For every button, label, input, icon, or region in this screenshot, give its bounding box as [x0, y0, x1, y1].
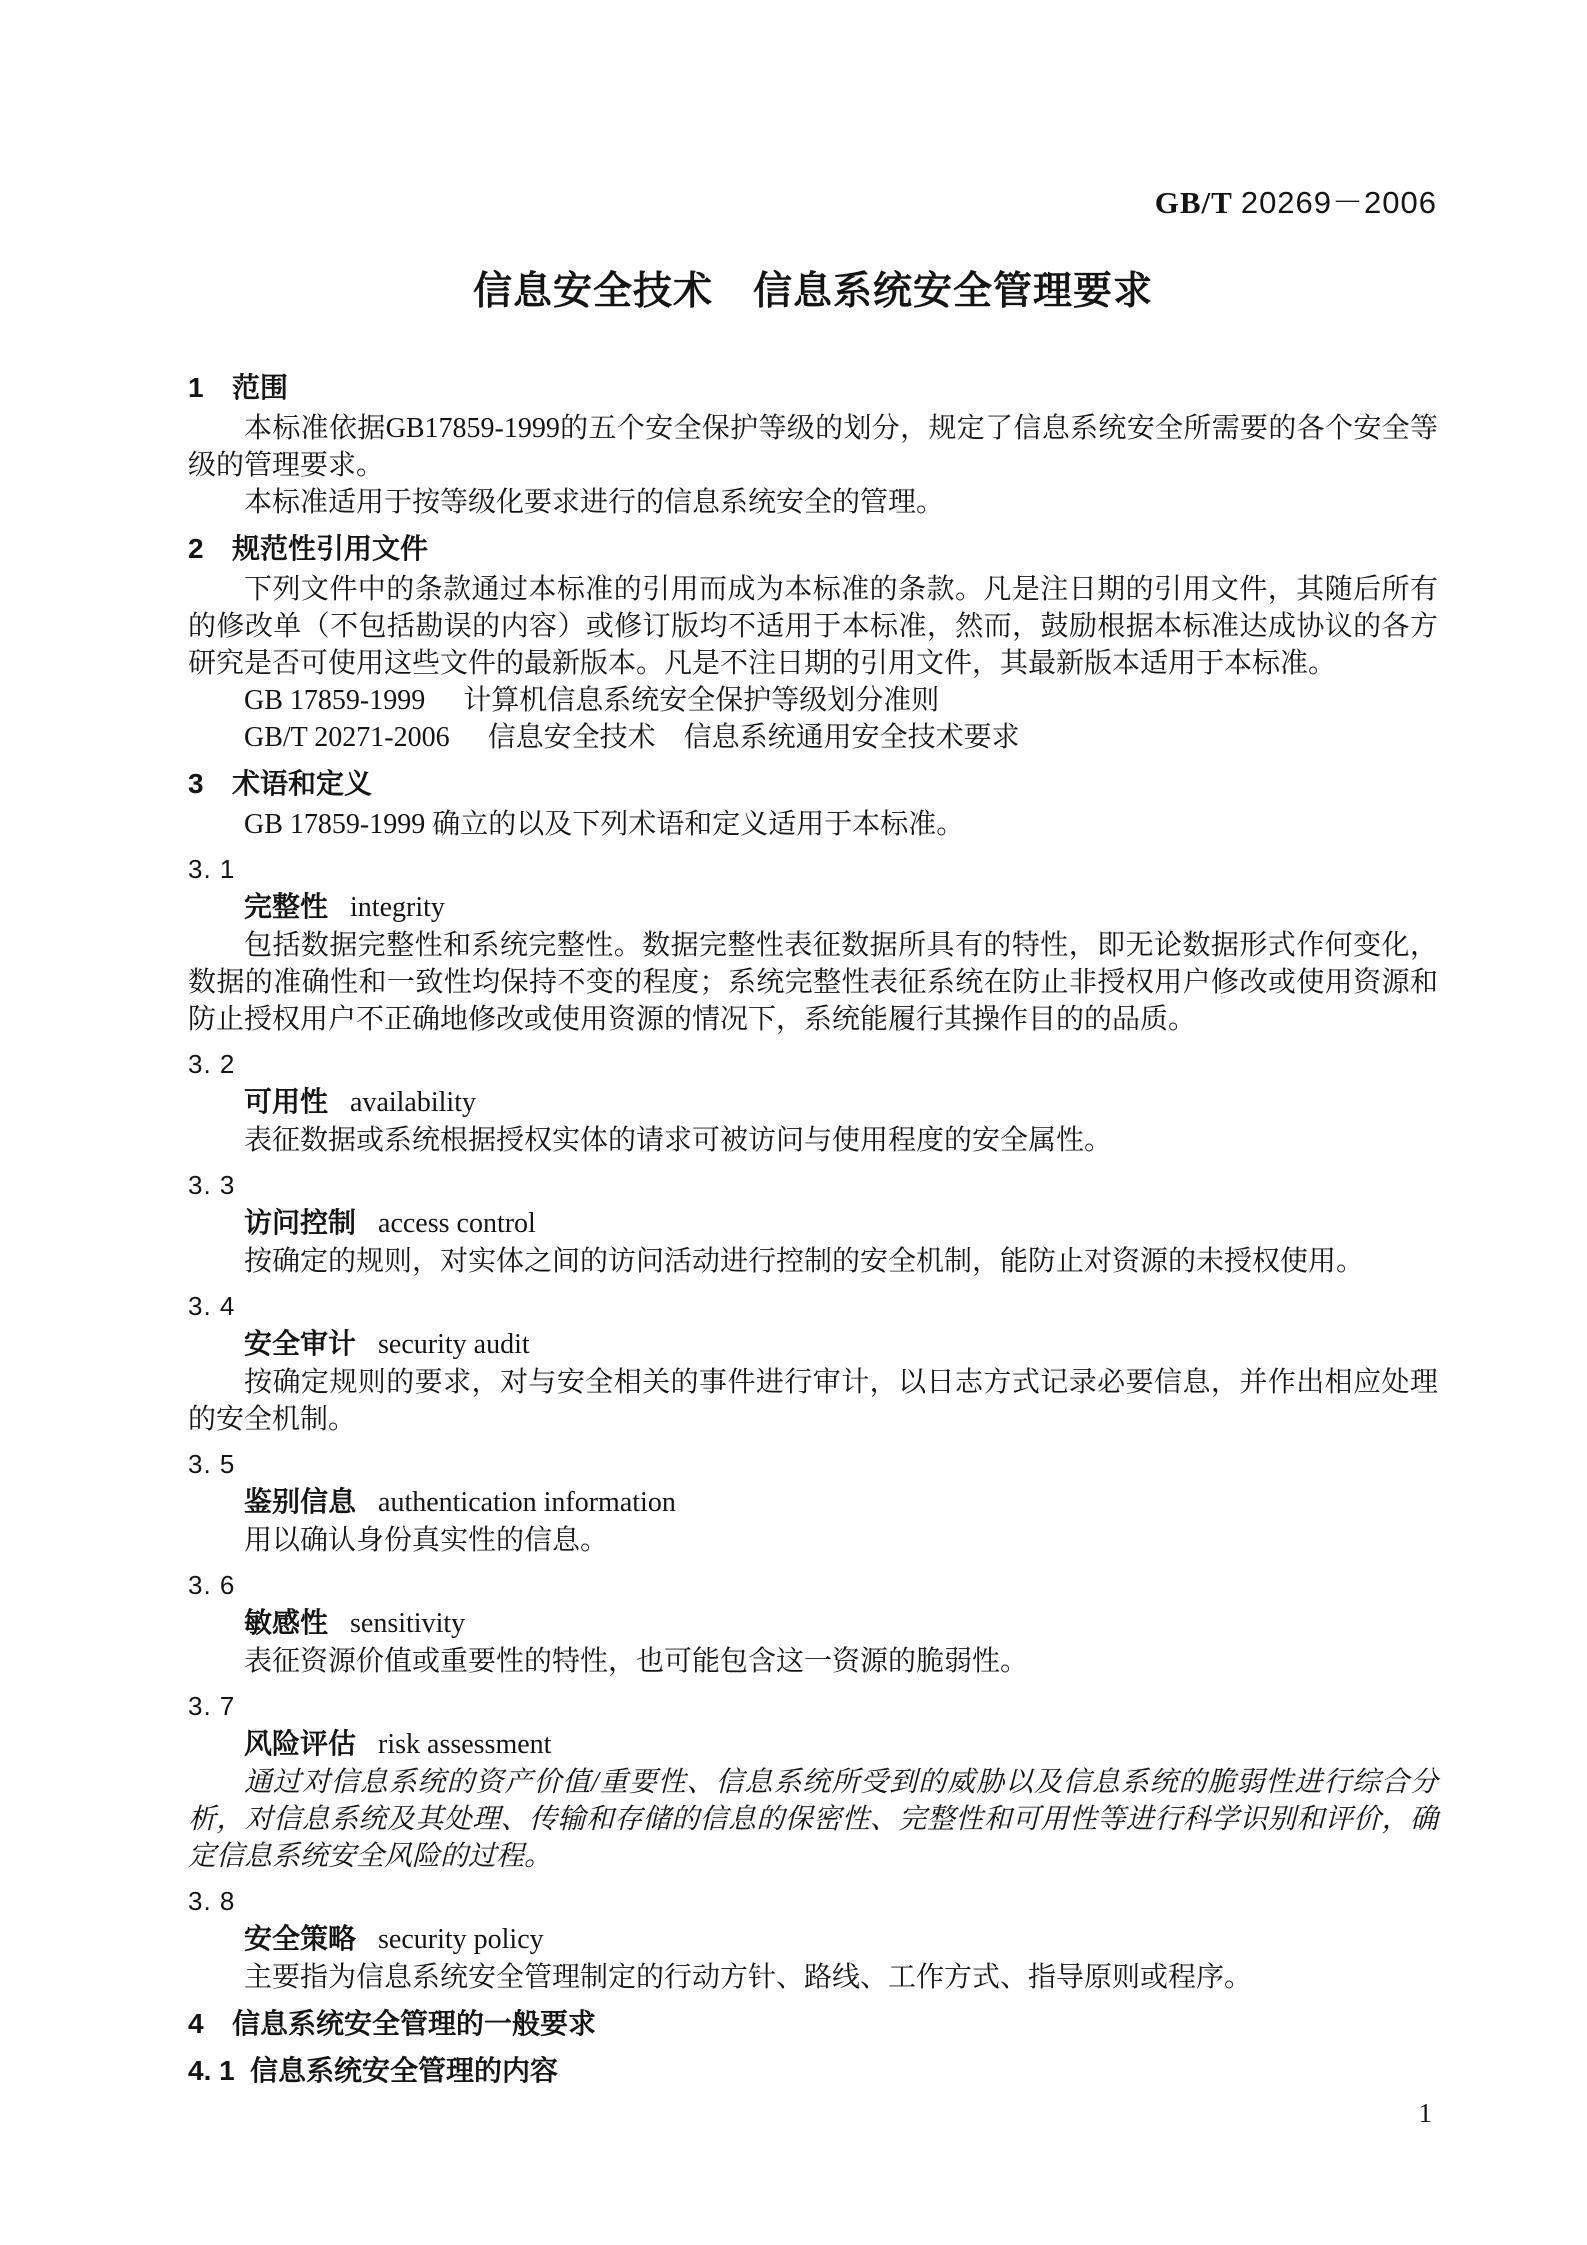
section-4-title: 信息系统安全管理的一般要求 — [232, 2008, 597, 2039]
term-definition: 按确定的规则，对实体之间的访问活动进行控制的安全机制，能防止对资源的未授权使用。 — [244, 1246, 1365, 1277]
section-1-paragraph-1: 本标准依据GB17859-1999的五个安全保护等级的划分，规定了信息系统安全所需要的各个安全等级的管理要求。 — [188, 413, 1438, 481]
section-1-paragraph-2: 本标准适用于按等级化要求进行的信息系统安全的管理。 — [244, 487, 945, 518]
term-heading — [188, 1204, 1438, 1243]
section-2-heading — [188, 530, 1438, 568]
section-3-intro: GB 17859-1999 确立的以及下列术语和定义适用于本标准。 — [244, 809, 965, 840]
term-heading — [188, 1083, 1438, 1122]
reference-item — [188, 682, 1438, 719]
page-number: 1 — [1418, 2098, 1432, 2128]
term-number: 3. 7 — [188, 1691, 236, 1721]
term-number: 3. 3 — [188, 1170, 236, 1200]
section-3-title: 术语和定义 — [232, 768, 373, 799]
term-definition: 表征数据或系统根据授权实体的请求可被访问与使用程度的安全属性。 — [244, 1125, 1113, 1156]
standard-code — [1155, 186, 1437, 220]
term-name-en: integrity — [350, 892, 445, 923]
section-2-number: 2 — [188, 533, 204, 564]
document-body — [188, 360, 1438, 2093]
term-definition: 按确定规则的要求，对与安全相关的事件进行审计，以日志方式记录必要信息，并作出相应处理的安全机制。 — [188, 1367, 1438, 1435]
document-title: 信息安全技术 信息系统安全管理要求 — [472, 270, 1153, 313]
section-2-title: 规范性引用文件 — [232, 533, 429, 564]
term-heading — [188, 1325, 1438, 1364]
section-3-heading — [188, 765, 1438, 803]
standard-code-prefix: GB/T — [1154, 185, 1233, 220]
term-definition: 用以确认身份真实性的信息。 — [244, 1525, 609, 1556]
term-name-en: authentication information — [378, 1487, 676, 1518]
term-name-en: availability — [350, 1087, 476, 1118]
standard-code-number: 20269－2006 — [1240, 185, 1437, 220]
term-name-en: risk assessment — [378, 1729, 552, 1760]
term-name-zh: 风险评估 — [244, 1728, 357, 1759]
term-name-zh: 完整性 — [244, 891, 329, 922]
term-number: 3. 1 — [188, 854, 236, 884]
term-name-zh: 安全审计 — [244, 1328, 357, 1359]
term-number: 3. 6 — [188, 1570, 236, 1600]
reference-code: GB 17859-1999 — [244, 685, 426, 716]
term-number: 3. 4 — [188, 1291, 236, 1321]
section-4-1-title: 信息系统安全管理的内容 — [250, 2055, 559, 2086]
section-4-1-number: 4. 1 — [188, 2055, 235, 2086]
term-name-zh: 鉴别信息 — [244, 1486, 357, 1517]
term-heading — [188, 1725, 1438, 1764]
section-1-title: 范围 — [232, 372, 289, 403]
section-4-number: 4 — [188, 2008, 204, 2039]
term-heading — [188, 1920, 1438, 1959]
term-heading — [188, 1604, 1438, 1643]
term-definition: 表征资源价值或重要性的特性，也可能包含这一资源的脆弱性。 — [244, 1646, 1029, 1677]
term-number: 3. 5 — [188, 1449, 236, 1479]
reference-title: 计算机信息系统安全保护等级划分准则 — [463, 685, 940, 716]
section-4-1-heading — [188, 2052, 1438, 2090]
term-heading — [188, 1483, 1438, 1522]
term-name-en: access control — [378, 1208, 536, 1239]
reference-code: GB/T 20271-2006 — [244, 722, 450, 753]
term-name-en: sensitivity — [350, 1608, 466, 1639]
term-name-en: security audit — [378, 1329, 530, 1360]
term-definition: 通过对信息系统的资产价值/重要性、信息系统所受到的威胁以及信息系统的脆弱性进行综合分析，对信息系统及其处理、传输和存储的信息的保密性、完整性和可用性等进行科学识别和评价，确定信息系统安全风险的过程。 — [188, 1767, 1438, 1872]
term-number: 3. 2 — [188, 1049, 236, 1079]
reference-title: 信息安全技术 信息系统通用安全技术要求 — [487, 722, 1020, 753]
section-3-number: 3 — [188, 768, 204, 799]
term-name-zh: 访问控制 — [244, 1207, 357, 1238]
reference-item — [188, 719, 1438, 756]
term-name-zh: 可用性 — [244, 1086, 329, 1117]
section-1-heading — [188, 369, 1438, 407]
term-name-zh: 敏感性 — [244, 1607, 329, 1638]
term-name-en: security policy — [378, 1924, 544, 1955]
term-definition: 主要指为信息系统安全管理制定的行动方针、路线、工作方式、指导原则或程序。 — [244, 1962, 1253, 1993]
term-definition: 包括数据完整性和系统完整性。数据完整性表征数据所具有的特性，即无论数据形式作何变化，数据的准确性和一致性均保持不变的程度；系统完整性表征系统在防止非授权用户修改或使用资源和防止授权用户不正确地修改或使用资源的情况下，系统能履行其操作目的的品质。 — [188, 930, 1438, 1035]
term-number: 3. 8 — [188, 1886, 236, 1916]
term-heading — [188, 888, 1438, 927]
section-4-heading — [188, 2005, 1438, 2043]
section-1-number: 1 — [188, 372, 204, 403]
section-2-paragraph: 下列文件中的条款通过本标准的引用而成为本标准的条款。凡是注日期的引用文件，其随后所有的修改单（不包括勘误的内容）或修订版均不适用于本标准，然而，鼓励根据本标准达成协议的各方研究是否可使用这些文件的最新版本。凡是不注日期的引用文件，其最新版本适用于本标准。 — [188, 574, 1438, 679]
term-name-zh: 安全策略 — [244, 1923, 357, 1954]
